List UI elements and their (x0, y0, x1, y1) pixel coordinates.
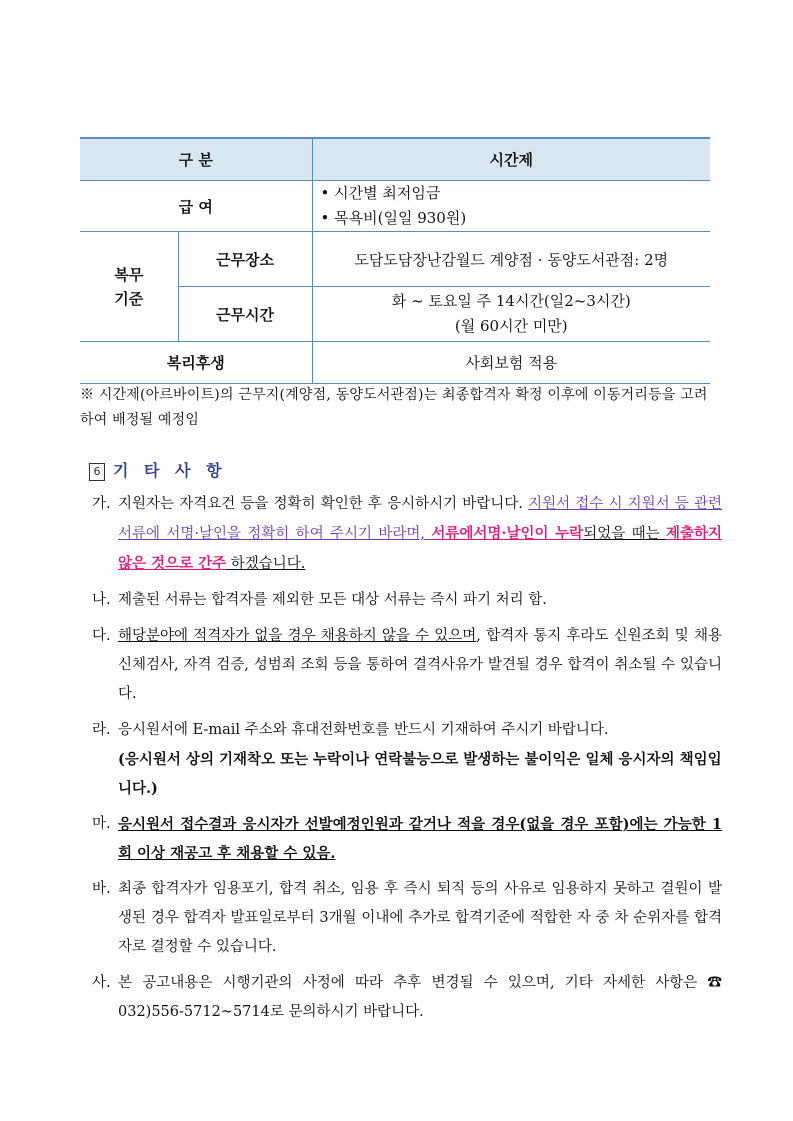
employment-conditions-table (80, 137, 710, 384)
pay-line-2: • 목욕비(일일 930원) (320, 209, 467, 227)
section-heading (89, 458, 227, 481)
work-place-value: 도담도담장난감월드 계양점 · 동양도서관점: 2명 (312, 232, 710, 287)
header-category: 구 분 (80, 138, 312, 181)
ga-text-6: 하겠습니다. (226, 556, 306, 572)
item-marker: 나. (92, 592, 111, 608)
da-text-1: 해당분야에 적격자가 없을 경우 채용하지 않을 수 있으며 (118, 628, 477, 644)
item-marker: 가. (92, 496, 111, 512)
item-text: 응시원서 접수결과 응시자가 선발예정인원과 같거나 적을 경우(없을 경우 포함)에는 가능한 1회 이상 재공고 후 채용할 수 있음. (118, 816, 722, 862)
item-text (118, 490, 722, 579)
notice-items-list (92, 490, 722, 1034)
work-place-label: 근무장소 (178, 232, 312, 287)
section-title: 기 타 사 항 (113, 461, 227, 480)
list-item-na (92, 586, 722, 615)
list-item-ga (92, 490, 722, 579)
item-marker: 사. (92, 975, 111, 991)
duty-label: 복무 기준 (80, 232, 178, 342)
list-item-ba (92, 875, 722, 962)
section-number: 6 (89, 463, 105, 481)
pay-line-1: • 시간별 최저임금 (320, 184, 441, 202)
work-hours-line-1: 화 ~ 토요일 주 14시간(일2~3시간) (391, 292, 631, 310)
welfare-value: 사회보험 적용 (312, 342, 710, 384)
welfare-label: 복리후생 (80, 342, 312, 384)
item-marker: 바. (92, 881, 111, 897)
pay-value (312, 181, 710, 232)
item-marker: 다. (92, 628, 111, 644)
list-item-ma (92, 810, 722, 868)
item-text: 응시원서에 E-mail 주소와 휴대전화번호를 반드시 기재하여 주시기 바랍니다. (118, 722, 609, 738)
table-header-row (80, 138, 710, 181)
table-row-pay (80, 181, 710, 232)
ga-text-1: 지원자는 자격요건 등을 정확히 확인한 후 응시하시기 바랍니다. (118, 496, 529, 512)
ga-text-4: 되었을 때는 (583, 526, 666, 542)
table-row-work-place (80, 232, 710, 287)
item-text: 제출된 서류는 합격자를 제외한 모든 대상 서류는 즉시 파기 처리 함. (118, 592, 547, 608)
table-row-welfare (80, 342, 710, 384)
item-marker: 마. (92, 816, 111, 832)
item-text: 최종 합격자가 임용포기, 합격 취소, 임용 후 즉시 퇴직 등의 사유로 임용하지 못하고 결원이 발생된 경우 합격자 발표일로부터 3개월 이내에 추가로 합격기준에 적합한 자 중 차 순위자를 합격자로 결정할 수 있습니다. (118, 881, 722, 955)
list-item-ra (92, 716, 722, 745)
ga-text-2: 지원서 접수 시 지원서 등 관련 서류에 서명·날인을 정확히 하여 주시기 바라며, (118, 496, 722, 542)
header-part-time: 시간제 (312, 138, 710, 181)
assignment-note: ※ 시간제(아르바이트)의 근무지(계양점, 동양도서관점)는 최종합격자 확정 이후에 이동거리등을 고려하여 배정될 예정임 (80, 387, 708, 428)
item-text (118, 622, 722, 709)
item-text: 본 공고내용은 시행기관의 사정에 따라 추후 변경될 수 있으며, 기타 자세한 사항은 ☎ 032)556-5712~5714로 문의하시기 바랍니다. (118, 975, 722, 1020)
work-hours-label: 근무시간 (178, 287, 312, 342)
ra-bold-note: (응시원서 상의 기재착오 또는 누락이나 연락불능으로 발생하는 불이익은 일체 응시자의 책임입니다.) (118, 751, 722, 797)
ga-text-3: 서류에서명·날인이 누락 (431, 525, 584, 542)
da-text-2: , 합격자 통지 후라도 신원조회 및 채용신체검사, 자격 검증, 성범죄 조회 등을 통하여 결격사유가 발견될 경우 합격이 취소될 수 있습니다. (118, 628, 722, 702)
list-item-sa (92, 969, 722, 1027)
work-hours-value (312, 287, 710, 342)
list-item-da (92, 622, 722, 709)
item-marker: 라. (92, 722, 111, 738)
pay-label: 급 여 (80, 181, 312, 232)
ga-text-5: 제출하지 않은 것으로 간주 (118, 525, 722, 572)
work-hours-line-2: (월 60시간 미만) (454, 317, 568, 335)
